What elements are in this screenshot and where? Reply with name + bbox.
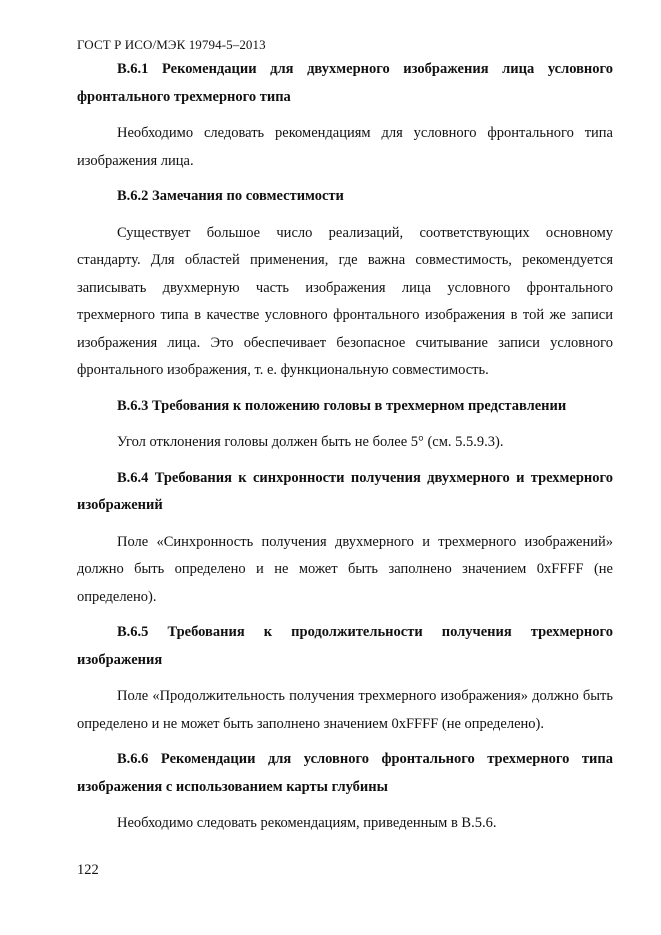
section-b62-text: Существует большое число реализаций, соответствующих основному стандарту. Для областей применения, где важна совместимость, рекомендуется записывать двухмерную часть изображения лица условного фронтального трехмерного типа в качестве условного фронтального изображения в той же записи изображения лица. Это обеспечивает безопасное считывание записи условного фронтального изображения, т. е. функциональную совместимость. xyxy=(77,224,613,378)
section-b61-text: Необходимо следовать рекомендациям для условного фронтального типа изображения лица. xyxy=(77,125,613,169)
section-b65-title: В.6.5 Требования к продолжительности получения трехмерного изображения xyxy=(77,624,613,668)
page-number: 122 xyxy=(77,862,99,878)
section-b62-title: В.6.2 Замечания по совместимости xyxy=(117,188,344,204)
standard-header: ГОСТ Р ИСО/МЭК 19794-5–2013 xyxy=(77,37,266,52)
section-b66-title: В.6.6 Рекомендации для условного фронтального трехмерного типа изображения с использованием карты глубины xyxy=(77,751,613,795)
section-b66-text: Необходимо следовать рекомендациям, приведенным в В.5.6. xyxy=(117,815,497,831)
section-b63-text: Угол отклонения головы должен быть не более 5° (см. 5.5.9.3). xyxy=(117,434,504,450)
page-content xyxy=(77,56,613,838)
section-b65-text: Поле «Продолжительность получения трехмерного изображения» должно быть определено и не может быть заполнено значением 0xFFFF (не определено). xyxy=(77,688,613,732)
section-b64-text: Поле «Синхронность получения двухмерного и трехмерного изображений» должно быть определено и не может быть заполнено значением 0xFFFF (не определено). xyxy=(77,533,613,605)
section-b64-title: В.6.4 Требования к синхронности получения двухмерного и трехмерного изображений xyxy=(77,469,613,513)
section-b61-title: В.6.1 Рекомендации для двухмерного изображения лица условного фронтального трехмерного типа xyxy=(77,61,613,105)
section-b63-title: В.6.3 Требования к положению головы в трехмерном представлении xyxy=(117,397,567,414)
